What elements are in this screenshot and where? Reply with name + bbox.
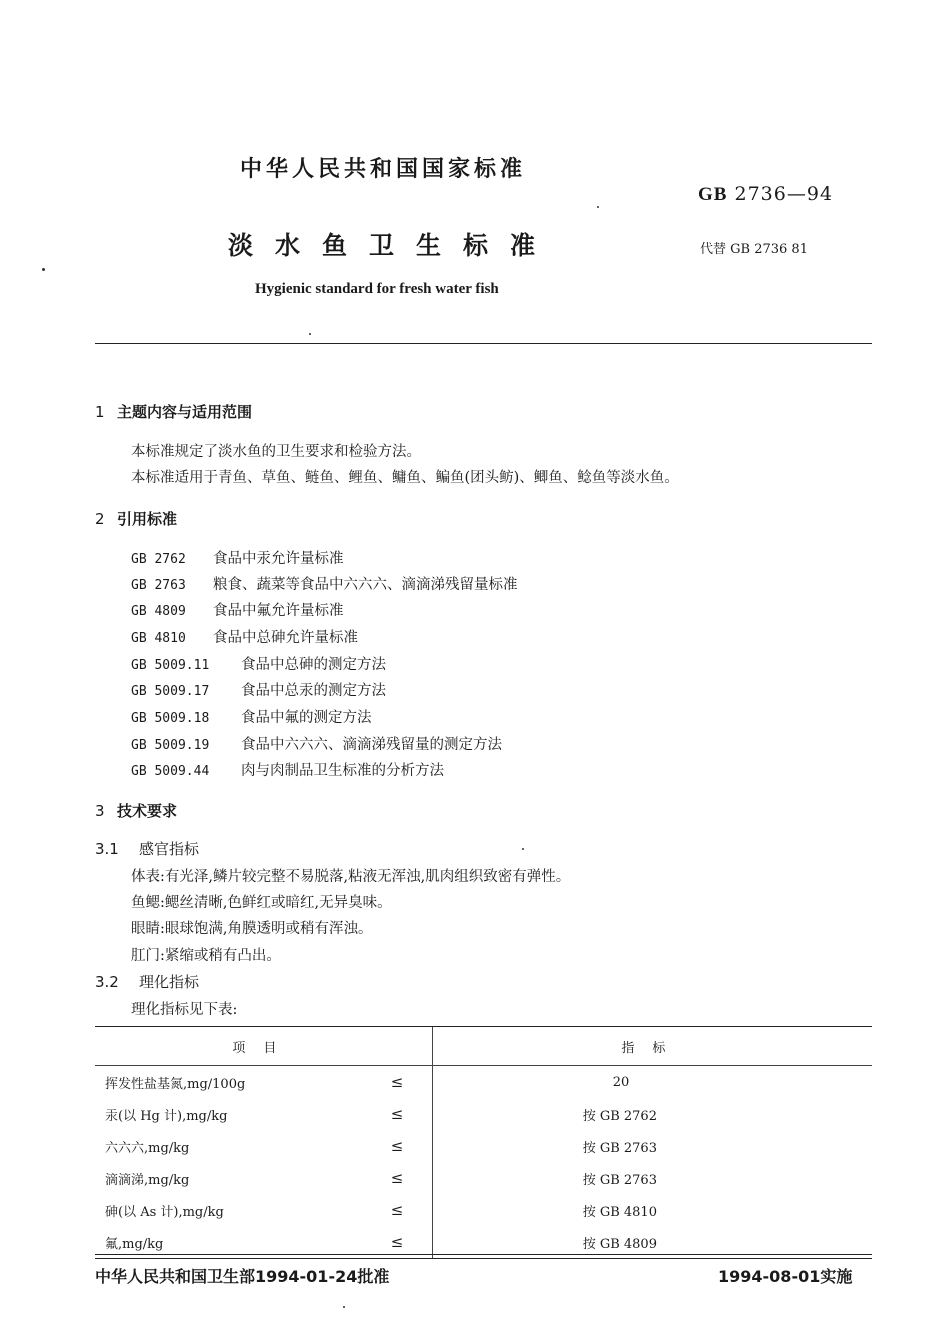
- document-title: 淡水鱼卫生标准: [228, 231, 558, 260]
- reference-item: [131, 759, 444, 780]
- effective-date: 1994-08-01实施: [718, 1267, 853, 1286]
- reference-item: [131, 626, 358, 647]
- table-row: [95, 1130, 872, 1162]
- reference-code: GB 2763: [131, 578, 186, 593]
- row-item: 氟,mg/kg: [95, 1226, 390, 1259]
- reference-item: [131, 679, 386, 700]
- section-2-heading: [95, 508, 177, 529]
- table-row: [95, 1162, 872, 1194]
- row-comparator: ≤: [390, 1169, 404, 1187]
- table-row: [95, 1066, 872, 1099]
- physicochemical-table: [95, 1026, 872, 1259]
- row-comparator: ≤: [390, 1201, 404, 1219]
- section-number: 2: [95, 510, 105, 528]
- row-item: 滴滴涕,mg/kg: [105, 1172, 190, 1188]
- reference-title: 食品中汞允许量标准: [213, 551, 344, 567]
- reference-title: 肉与肉制品卫生标准的分析方法: [241, 763, 444, 779]
- row-comparator: ≤: [390, 1105, 404, 1123]
- reference-item: [131, 547, 344, 568]
- subsection-number: 3.1: [95, 840, 119, 858]
- section-title: 技术要求: [117, 802, 178, 820]
- table-row: [95, 1194, 872, 1226]
- reference-item: [131, 653, 386, 674]
- reference-item: [131, 573, 518, 594]
- reference-code: GB 5009.44: [131, 764, 210, 779]
- table-intro: 理化指标见下表:: [131, 1002, 238, 1018]
- subsection-3-1-heading: [95, 838, 199, 859]
- row-item: 砷(以 As 计),mg/kg: [105, 1204, 224, 1220]
- column-header-value: 指标: [432, 1027, 872, 1066]
- standard-code: [698, 183, 833, 206]
- reference-item: [131, 706, 372, 727]
- sensory-criterion: 肛门:紧缩或稍有凸出。: [131, 948, 281, 964]
- section-title: 主题内容与适用范围: [117, 403, 253, 421]
- sensory-criterion: 眼睛:眼球饱满,角膜透明或稍有浑浊。: [131, 921, 373, 937]
- reference-code: GB 5009.19: [131, 738, 210, 753]
- reference-title: 食品中氟的测定方法: [241, 710, 372, 726]
- reference-code: GB 2762: [131, 552, 186, 567]
- reference-title: 食品中氟允许量标准: [213, 603, 344, 619]
- standard-code-number: 2736—94: [734, 183, 834, 205]
- reference-title: 粮食、蔬菜等食品中六六六、滴滴涕残留量标准: [213, 577, 518, 593]
- scan-speck: [309, 333, 311, 335]
- sensory-criterion: 体表:有光泽,鳞片较完整不易脱落,粘液无浑浊,肌肉组织致密有弹性。: [131, 869, 571, 885]
- row-value: 按 GB 2763: [432, 1162, 872, 1194]
- sensory-criterion: 鱼鳃:鳃丝清晰,色鲜红或暗红,无异臭味。: [131, 895, 392, 911]
- reference-title: 食品中总砷允许量标准: [213, 630, 358, 646]
- section-1-paragraph: 本标准适用于青鱼、草鱼、鲢鱼、鲤鱼、鳙鱼、鳊鱼(团头鲂)、鲫鱼、鲶鱼等淡水鱼。: [131, 470, 679, 486]
- english-title: Hygienic standard for fresh water fish: [255, 281, 499, 297]
- reference-title: 食品中总砷的测定方法: [241, 657, 386, 673]
- row-value: 按 GB 4809: [432, 1226, 872, 1259]
- table-header-row: [95, 1027, 872, 1066]
- row-value: 20: [432, 1066, 872, 1099]
- footer-divider: [95, 1254, 872, 1255]
- section-number: 3: [95, 802, 105, 820]
- section-1-paragraph: 本标准规定了淡水鱼的卫生要求和检验方法。: [131, 444, 421, 460]
- row-item: 汞(以 Hg 计),mg/kg: [105, 1108, 228, 1124]
- subsection-title: 感官指标: [139, 840, 200, 858]
- reference-code: GB 5009.11: [131, 658, 210, 673]
- reference-title: 食品中总汞的测定方法: [241, 683, 386, 699]
- reference-title: 食品中六六六、滴滴涕残留量的测定方法: [241, 737, 502, 753]
- section-1-heading: [95, 401, 252, 422]
- reference-item: [131, 733, 502, 754]
- reference-code: GB 4809: [131, 604, 186, 619]
- header-divider: [95, 343, 872, 344]
- row-comparator: ≤: [390, 1226, 433, 1259]
- column-header-item: 项目: [95, 1027, 432, 1066]
- issued-by: 中华人民共和国卫生部1994-01-24批准: [95, 1267, 390, 1286]
- subsection-title: 理化指标: [139, 973, 200, 991]
- row-comparator: ≤: [390, 1073, 404, 1091]
- scan-speck: [42, 268, 45, 271]
- scan-speck: [597, 206, 599, 208]
- reference-item: [131, 599, 344, 620]
- scan-speck: [343, 1306, 345, 1308]
- reference-code: GB 5009.18: [131, 711, 210, 726]
- standard-code-prefix: GB: [698, 184, 728, 205]
- scan-speck: [522, 848, 524, 850]
- subsection-number: 3.2: [95, 973, 119, 991]
- section-title: 引用标准: [117, 510, 178, 528]
- reference-code: GB 5009.17: [131, 684, 210, 699]
- row-item: 六六六,mg/kg: [105, 1140, 190, 1156]
- national-standard-heading: 中华人民共和国国家标准: [240, 157, 527, 182]
- row-value: 按 GB 2763: [432, 1130, 872, 1162]
- reference-code: GB 4810: [131, 631, 186, 646]
- row-value: 按 GB 4810: [432, 1194, 872, 1226]
- row-value: 按 GB 2762: [432, 1098, 872, 1130]
- row-comparator: ≤: [390, 1137, 404, 1155]
- section-number: 1: [95, 403, 105, 421]
- row-item: 挥发性盐基氮,mg/100g: [105, 1076, 246, 1092]
- replaces-note: 代替 GB 2736 81: [700, 242, 808, 257]
- table-row: [95, 1098, 872, 1130]
- section-3-heading: [95, 800, 177, 821]
- subsection-3-2-heading: [95, 971, 199, 992]
